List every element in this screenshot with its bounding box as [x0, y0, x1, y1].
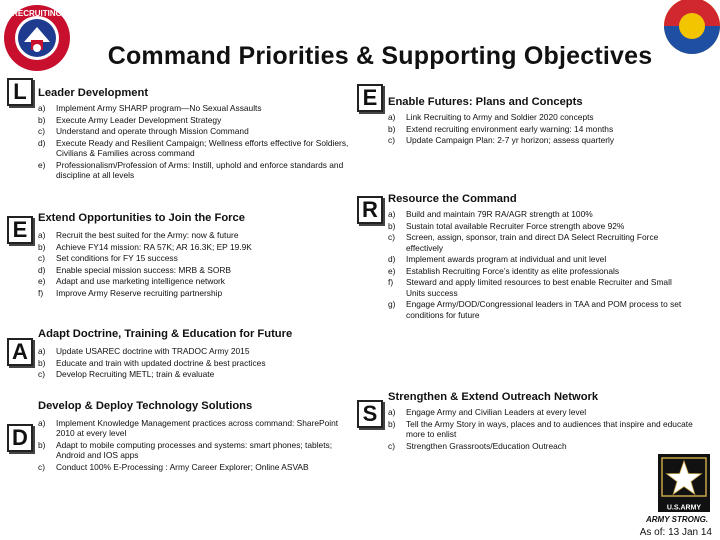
section-letter-l: L [7, 78, 33, 106]
list-item: b) Tell the Army Story in ways, places and to audiences that inspire and educate more to enlist [388, 418, 693, 439]
list-item: d) Enable special mission success: MRB & SORB [38, 264, 232, 275]
section-letter-e-left: E [7, 216, 33, 244]
list-item: d) Implement awards program at individual and unit level [388, 254, 607, 265]
leader-development-list [38, 103, 358, 182]
list-item: c) Set conditions for FY 15 success [38, 253, 178, 264]
section-title-strengthen-outreach: Strengthen & Extend Outreach Network [388, 391, 599, 403]
list-item: c) Screen, assign, sponsor, train and direct DA Select Recruiting Force effectively [388, 232, 659, 253]
list-item: e) Establish Recruiting Force’s identity as elite professionals [388, 265, 620, 276]
section-letter-s: S [357, 400, 383, 428]
section-letter-a: A [7, 338, 33, 366]
list-item: f) Improve Army Reserve recruiting partnership [38, 287, 223, 298]
section-title-resource-command: Resource the Command [388, 193, 517, 205]
list-item: b) Execute Army Leader Development Strategy [38, 114, 222, 125]
adapt-doctrine-list [38, 346, 358, 381]
section-title-extend-opportunities: Extend Opportunities to Join the Force [38, 212, 245, 224]
list-item: c) Strengthen Grassroots/Education Outreach [388, 440, 567, 451]
develop-technology-list [38, 418, 348, 474]
list-item: a) Implement Army SHARP program—No Sexual Assaults [38, 103, 262, 113]
list-item: b) Extend recruiting environment early warning: 14 months [388, 123, 614, 134]
list-item: a) Update USAREC doctrine with TRADOC Army 2015 [38, 346, 250, 356]
list-item: b) Educate and train with updated doctrine & best practices [38, 357, 266, 368]
list-item: b) Adapt to mobile computing processes and systems: smart phones; tablets; Android and IOS apps [38, 440, 333, 461]
army-strong-tagline: ARMY STRONG. [646, 515, 709, 524]
us-army-star-logo [656, 452, 712, 514]
army-logo-text: U.S.ARMY [666, 504, 702, 512]
section-title-develop-technology: Develop & Deploy Technology Solutions [38, 400, 253, 412]
list-item: a) Engage Army and Civilian Leaders at every level [388, 407, 587, 417]
strengthen-outreach-list [388, 407, 693, 452]
section-letter-d: D [7, 424, 33, 452]
list-item: b) Achieve FY14 mission: RA 57K; AR 16.3K; EP 19.9K [38, 241, 252, 252]
resource-command-list [388, 209, 693, 321]
section-letter-e-right: E [357, 84, 383, 112]
list-item: c) Develop Recruiting METL; train & evaluate [38, 369, 215, 380]
extend-opportunities-list [38, 230, 358, 300]
enable-futures-list [388, 112, 688, 147]
list-item: a) Build and maintain 79R RA/AGR strength at 100% [388, 209, 593, 219]
list-item: a) Implement Knowledge Management practices across command: SharePoint 2010 at every level [38, 418, 339, 439]
list-item: c) Understand and operate through Mission Command [38, 126, 249, 137]
page-title: Command Priorities & Supporting Objectives [107, 42, 653, 70]
as-of-date: As of: 13 Jan 14 [639, 527, 712, 538]
list-item: f) Steward and apply limited resources to best enable Recruiter and Small Units success [388, 277, 672, 298]
list-item: g) Engage Army/DOD/Congressional leaders in TAA and POM process to set conditions for future [388, 299, 682, 320]
list-item: a) Link Recruiting to Army and Soldier 2020 concepts [388, 112, 594, 122]
section-title-enable-futures: Enable Futures: Plans and Concepts [388, 96, 583, 108]
section-title-adapt-doctrine: Adapt Doctrine, Training & Education for Future [38, 328, 293, 340]
badge-text: RECRUITING [12, 9, 62, 18]
list-item: e) Adapt and use marketing intelligence network [38, 276, 225, 287]
list-item: d) Execute Ready and Resilient Campaign; Wellness efforts effective for Soldiers, Civilians & Families across command [38, 137, 349, 159]
section-title-leader-development: Leader Development [38, 87, 149, 99]
recruiting-badge-logo [2, 2, 72, 74]
list-item: e) Professionalism/Profession of Arms: Instill, uphold and enforce standards and discipline at all levels [38, 159, 344, 181]
list-item: c) Conduct 100% E-Processing : Army Career Explorer; Online ASVAB [38, 462, 309, 472]
list-item: c) Update Campaign Plan: 2-7 yr horizon; assess quarterly [388, 135, 615, 146]
list-item: a) Recruit the best suited for the Army: now & future [38, 230, 239, 240]
list-item: b) Sustain total available Recruiter Force strength above 92% [388, 220, 625, 231]
section-letter-r: R [357, 196, 383, 224]
